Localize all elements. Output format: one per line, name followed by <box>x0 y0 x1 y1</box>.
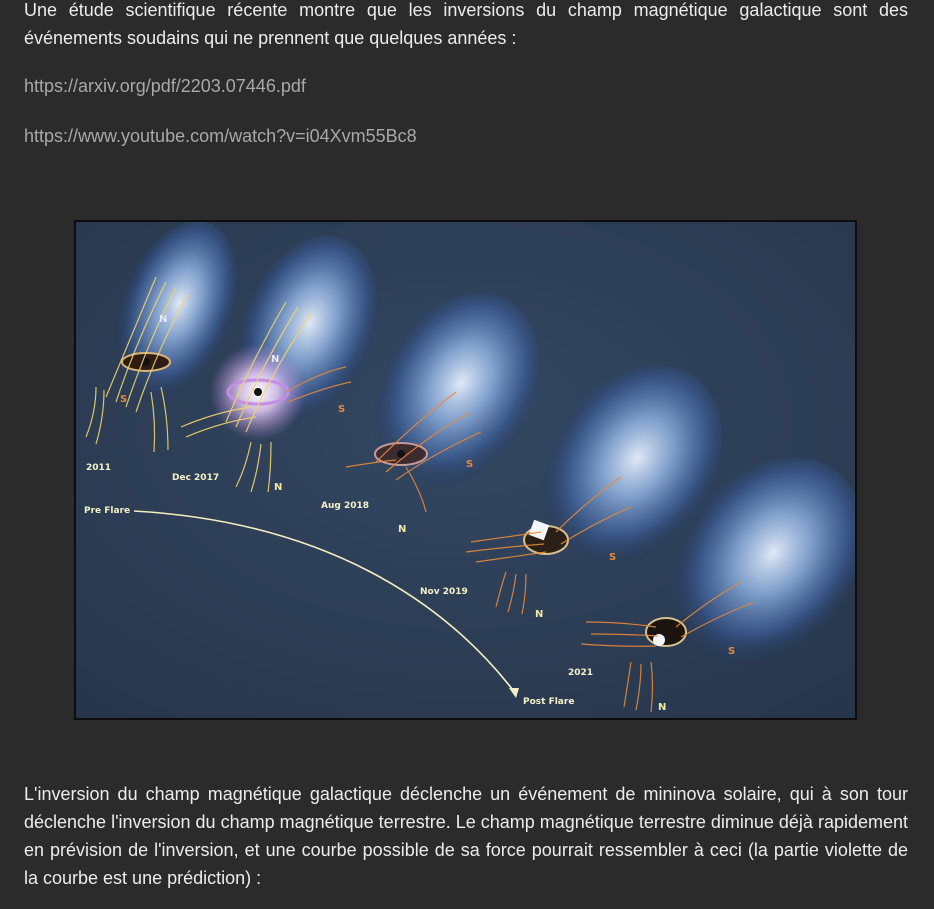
post-flare-label: Post Flare <box>523 697 575 707</box>
stage-2021-pole-s: S <box>728 646 736 657</box>
stage-dec-2017-pole-s: S <box>338 404 346 415</box>
stage-aug-2018-pole-s: S <box>466 459 474 470</box>
stage-label-2021: 2021 <box>568 668 594 678</box>
stage-2011-pole-s: S <box>120 394 128 405</box>
youtube-link[interactable]: https://www.youtube.com/watch?v=i04Xvm55Bc8 <box>24 126 417 146</box>
stage-2011-pole-n: N <box>159 314 168 325</box>
pre-flare-label: Pre Flare <box>84 506 131 516</box>
illustration-svg <box>76 222 855 718</box>
stage-dec-2017-pole-n: N <box>271 354 280 365</box>
magnetic-reversal-illustration <box>74 220 857 720</box>
stage-2021-pole-n: N <box>658 702 667 713</box>
stage-label-dec-2017: Dec 2017 <box>172 473 220 483</box>
stage-aug-2018-pole-n: N <box>398 524 407 535</box>
stage-label-aug-2018: Aug 2018 <box>321 501 369 511</box>
arxiv-link[interactable]: https://arxiv.org/pdf/2203.07446.pdf <box>24 76 306 96</box>
stage-label-nov-2019: Nov 2019 <box>420 587 468 597</box>
intro-paragraph: Une étude scientifique récente montre que les inversions du champ magnétique galactique sont des événements soudains qui ne prennent que quelques années : <box>24 0 908 48</box>
stage-label-2011: 2011 <box>86 463 112 473</box>
stage-nov-2019-pole-n: N <box>535 609 544 620</box>
stage-dec-2017-pole-n2: N <box>274 482 283 493</box>
outro-paragraph: L'inversion du champ magnétique galactique déclenche un événement de mininova solaire, qui à son tour déclenche l'inversion du champ magnétique terrestre. Le champ magnétique terrestre diminue déjà rapidement en prévision de l'inversion, et une courbe possible de sa force pourrait ressembler à ceci (la partie violette de la courbe est une prédiction) : <box>24 784 908 888</box>
stage-nov-2019-pole-s: S <box>609 552 617 563</box>
